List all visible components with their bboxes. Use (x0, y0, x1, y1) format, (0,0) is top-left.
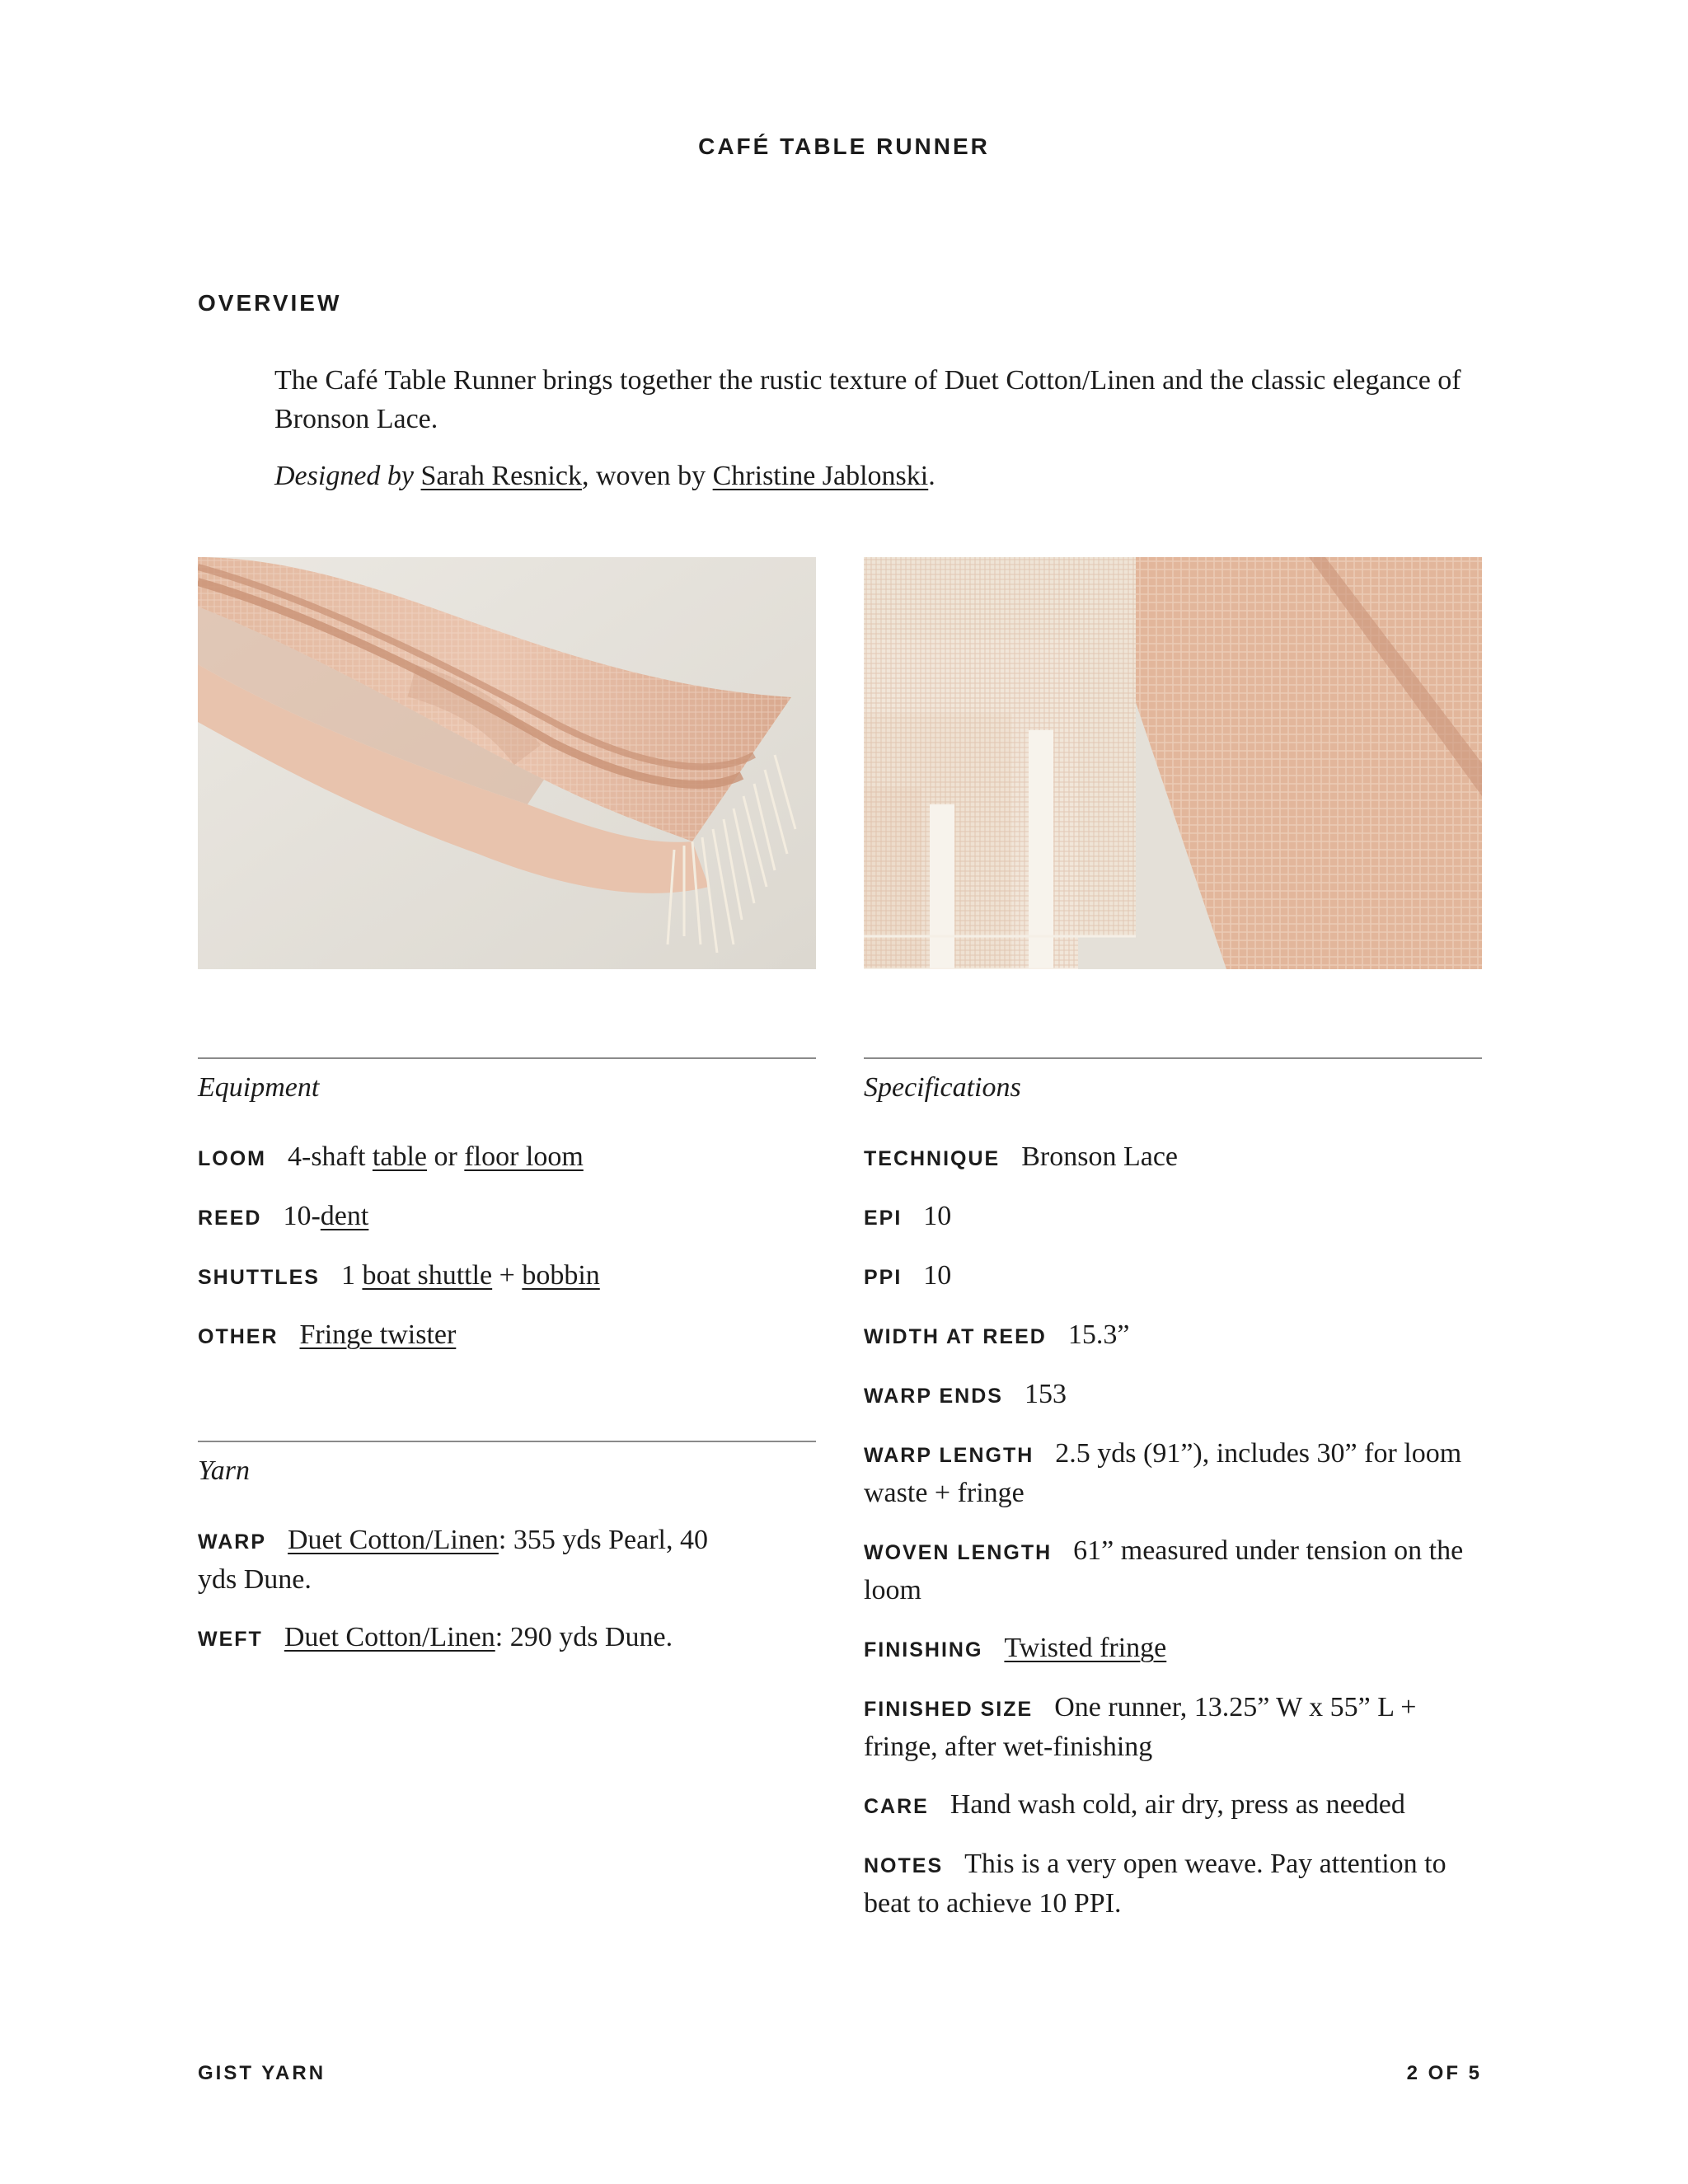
loom-mid: or (427, 1141, 465, 1172)
shuttles-mid: + (492, 1260, 523, 1291)
technique-value: Bronson Lace (1021, 1141, 1179, 1172)
spec-warp-ends-row (864, 1376, 1482, 1415)
warp-label: WARP (198, 1530, 266, 1554)
loom-prefix: 4-shaft (288, 1141, 373, 1172)
width-value: 15.3” (1067, 1319, 1130, 1350)
woven-samples-image (864, 557, 1482, 969)
loom-label: LOOM (198, 1147, 266, 1170)
spec-epi-row (864, 1197, 1482, 1237)
finished-size-value: One runner, 13.25” W x 55” L + fringe, after wet-finishing (864, 1692, 1417, 1762)
spec-care-row (864, 1786, 1482, 1825)
designer-link[interactable]: Sarah Resnick (420, 461, 582, 491)
woven-by-label: , woven by (581, 461, 713, 491)
notes-label: NOTES (864, 1854, 944, 1877)
credits-period: . (928, 461, 935, 491)
overview-heading: OVERVIEW (198, 290, 342, 316)
warp-text: : 355 yds Pearl, 40 yds Dune. (198, 1525, 708, 1595)
spec-ppi-row (864, 1257, 1482, 1296)
equipment-other-row (198, 1316, 816, 1356)
overview-body (274, 361, 1470, 513)
finished-size-label: FINISHED SIZE (864, 1698, 1034, 1721)
yarn-warp-row (198, 1521, 709, 1599)
warp-yarn-link[interactable]: Duet Cotton/Linen (288, 1525, 499, 1555)
woven-length-value: 61” measured under tension on the loom (864, 1535, 1464, 1605)
page-number: 2 OF 5 (1406, 2062, 1482, 2084)
ppi-label: PPI (864, 1266, 903, 1289)
finishing-label: FINISHING (864, 1638, 983, 1661)
equipment-section (198, 1057, 816, 1376)
yarn-title: Yarn (198, 1455, 251, 1486)
twisted-fringe-link[interactable]: Twisted fringe (1004, 1633, 1167, 1663)
yarn-section (198, 1441, 816, 1678)
notes-value: This is a very open weave. Pay attention to beat to achieve 10 PPI. (864, 1849, 1447, 1919)
bobbin-link[interactable]: bobbin (522, 1260, 600, 1291)
specifications-title: Specifications (864, 1072, 1021, 1103)
shuttles-label: SHUTTLES (198, 1266, 320, 1289)
warp-length-value: 2.5 yds (91”), includes 30” for loom waste + fringe (864, 1438, 1462, 1508)
weft-text: : 290 yds Dune. (495, 1622, 673, 1652)
yarn-weft-row (198, 1619, 816, 1658)
reed-label: REED (198, 1207, 262, 1230)
equipment-reed-row (198, 1197, 816, 1237)
equipment-title: Equipment (198, 1072, 320, 1103)
yarn-divider (198, 1441, 816, 1442)
specifications-section (864, 1057, 1482, 1943)
runner-photo-left (198, 557, 816, 969)
boat-shuttle-link[interactable]: boat shuttle (362, 1260, 493, 1291)
weaver-link[interactable]: Christine Jablonski (712, 461, 929, 491)
care-value: Hand wash cold, air dry, press as needed (950, 1789, 1405, 1820)
warp-ends-label: WARP ENDS (864, 1385, 1003, 1408)
weft-label: WEFT (198, 1628, 263, 1651)
woven-length-label: WOVEN LENGTH (864, 1541, 1053, 1564)
table-loom-link[interactable]: table (372, 1141, 427, 1172)
warp-length-label: WARP LENGTH (864, 1444, 1034, 1467)
shuttles-prefix: 1 (340, 1260, 363, 1291)
overview-description: The Café Table Runner brings together the rustic texture of Duet Cotton/Linen and the classic elegance of Bronson Lace. (274, 365, 1461, 434)
epi-value: 10 (923, 1201, 952, 1231)
ppi-value: 10 (923, 1260, 952, 1291)
warp-ends-value: 153 (1024, 1379, 1067, 1409)
equipment-shuttles-row (198, 1257, 816, 1296)
footer-brand: GIST YARN (198, 2062, 326, 2084)
equipment-divider (198, 1057, 816, 1059)
equipment-loom-row (198, 1138, 816, 1178)
runner-photo-right (864, 557, 1482, 969)
fringe-twister-link[interactable]: Fringe twister (299, 1319, 457, 1350)
weft-yarn-link[interactable]: Duet Cotton/Linen (284, 1622, 495, 1652)
dent-link[interactable]: dent (320, 1201, 369, 1231)
spec-technique-row (864, 1138, 1482, 1178)
page-title: CAFÉ TABLE RUNNER (698, 134, 990, 159)
spec-width-row (864, 1316, 1482, 1356)
other-label: OTHER (198, 1325, 279, 1348)
width-label: WIDTH AT REED (864, 1325, 1047, 1348)
designed-by-label: Designed by (274, 461, 415, 491)
runner-drape-image (198, 557, 816, 969)
epi-label: EPI (864, 1207, 903, 1230)
spec-woven-length-row (864, 1532, 1482, 1610)
specifications-divider (864, 1057, 1482, 1059)
spec-notes-row (864, 1845, 1482, 1923)
credits (274, 457, 1470, 495)
technique-label: TECHNIQUE (864, 1147, 1001, 1170)
floor-loom-link[interactable]: floor loom (464, 1141, 584, 1172)
spec-finishing-row (864, 1629, 1482, 1669)
care-label: CARE (864, 1795, 929, 1818)
spec-warp-length-row (864, 1435, 1482, 1512)
spec-finished-size-row (864, 1689, 1482, 1766)
reed-prefix: 10- (283, 1201, 321, 1231)
